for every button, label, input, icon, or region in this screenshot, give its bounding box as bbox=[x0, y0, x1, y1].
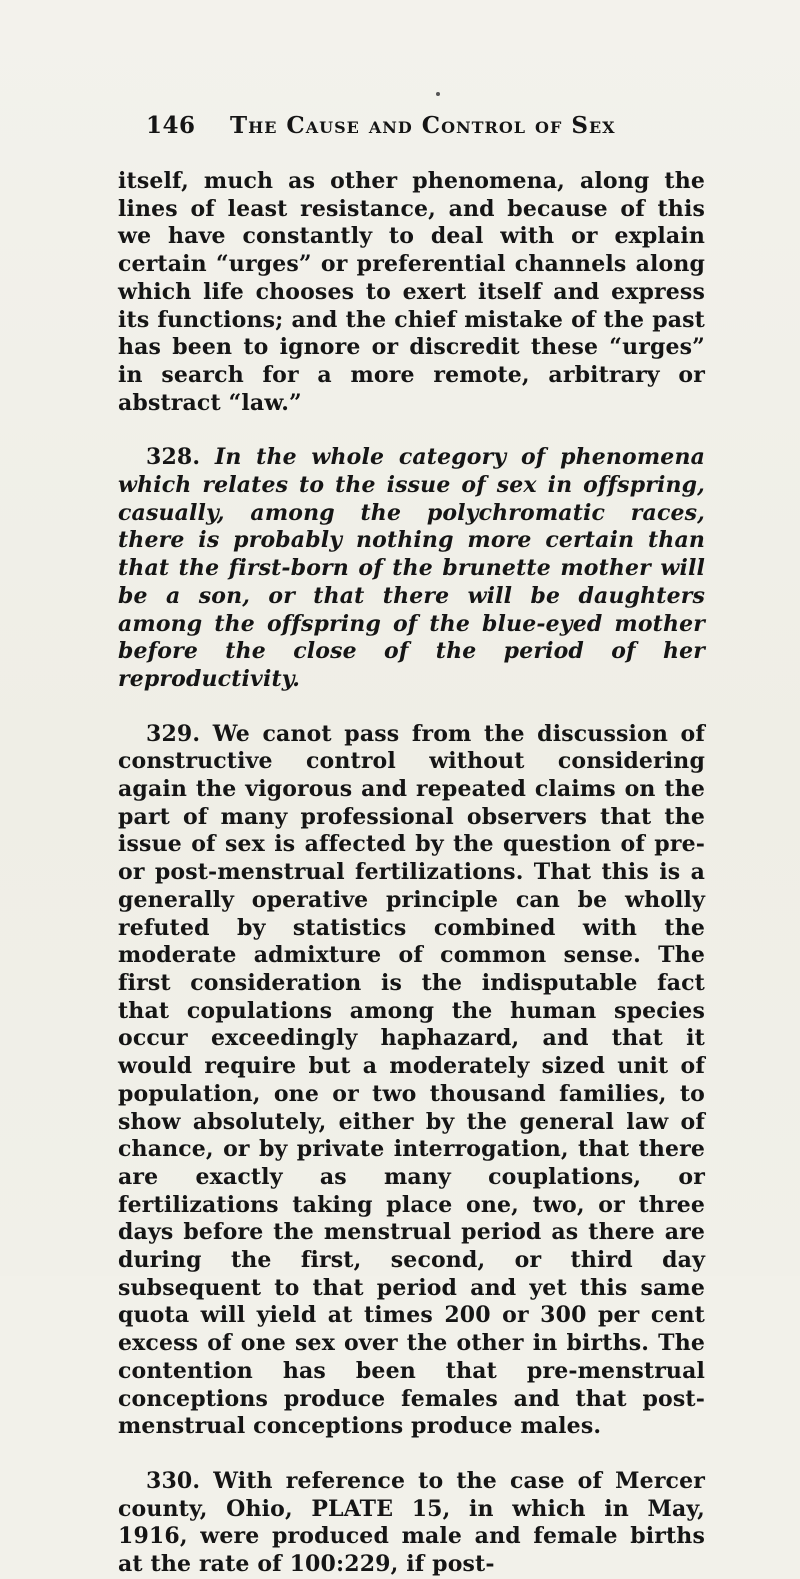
running-head: The Cause and Control of Sex bbox=[230, 112, 616, 139]
body-text bbox=[118, 168, 705, 1579]
paragraph-330: 330. With reference to the case of Mercer county, Ohio, PLATE 15, in which in May, 1916, were produced male and female births at the rate of 100:229, if post- bbox=[118, 1467, 705, 1578]
paragraph-continued: itself, much as other phenomena, along the lines of least resistance, and because of this we have constantly to deal with or explain certain “urges” or preferential channels along which life chooses to exert itself and express its functions; and the chief mistake of the past has been to ignore or discredit these “urges” in search for a more remote, arbitrary or abstract “law.” bbox=[118, 168, 705, 416]
paragraph-328 bbox=[118, 444, 705, 693]
page-header bbox=[146, 112, 706, 152]
print-speck bbox=[436, 92, 440, 96]
paragraph-329: 329. We canot pass from the discussion of constructive control without considering again the vigorous and repeated claims on the part of many professional observers that the issue of sex is affected by the question of pre- or post-menstrual fertilizations. That this is a generally operative principle can be wholly refuted by statistics combined with the moderate admixture of common sense. The first consideration is the indisputable fact that copulations among the human species occur exceedingly haphazard, and that it would require but a moderately sized unit of population, one or two thousand families, to show absolutely, either by the general law of chance, or by private interrogation, that there are exactly as many couplations, or fertilizations taking place one, two, or three days before the menstrual period as there are during the first, second, or third day subsequent to that period and yet this same quota will yield at times 200 or 300 per cent excess of one sex over the other in births. The contention has been that pre-menstrual conceptions produce females and that post-menstrual conceptions produce males. bbox=[118, 720, 705, 1440]
paragraph-number: 328. bbox=[146, 444, 201, 471]
paragraph-328-text: In the whole category of phenomena which relates to the issue of sex in offspring, casually, among the polychromatic races, there is probably nothing more certain than that the first-born of the brunette mother will be a son, or that there will be daughters among the offspring of the blue-eyed mother before the close of the period of her reproductivity. bbox=[118, 444, 705, 692]
page-number: 146 bbox=[146, 112, 196, 139]
